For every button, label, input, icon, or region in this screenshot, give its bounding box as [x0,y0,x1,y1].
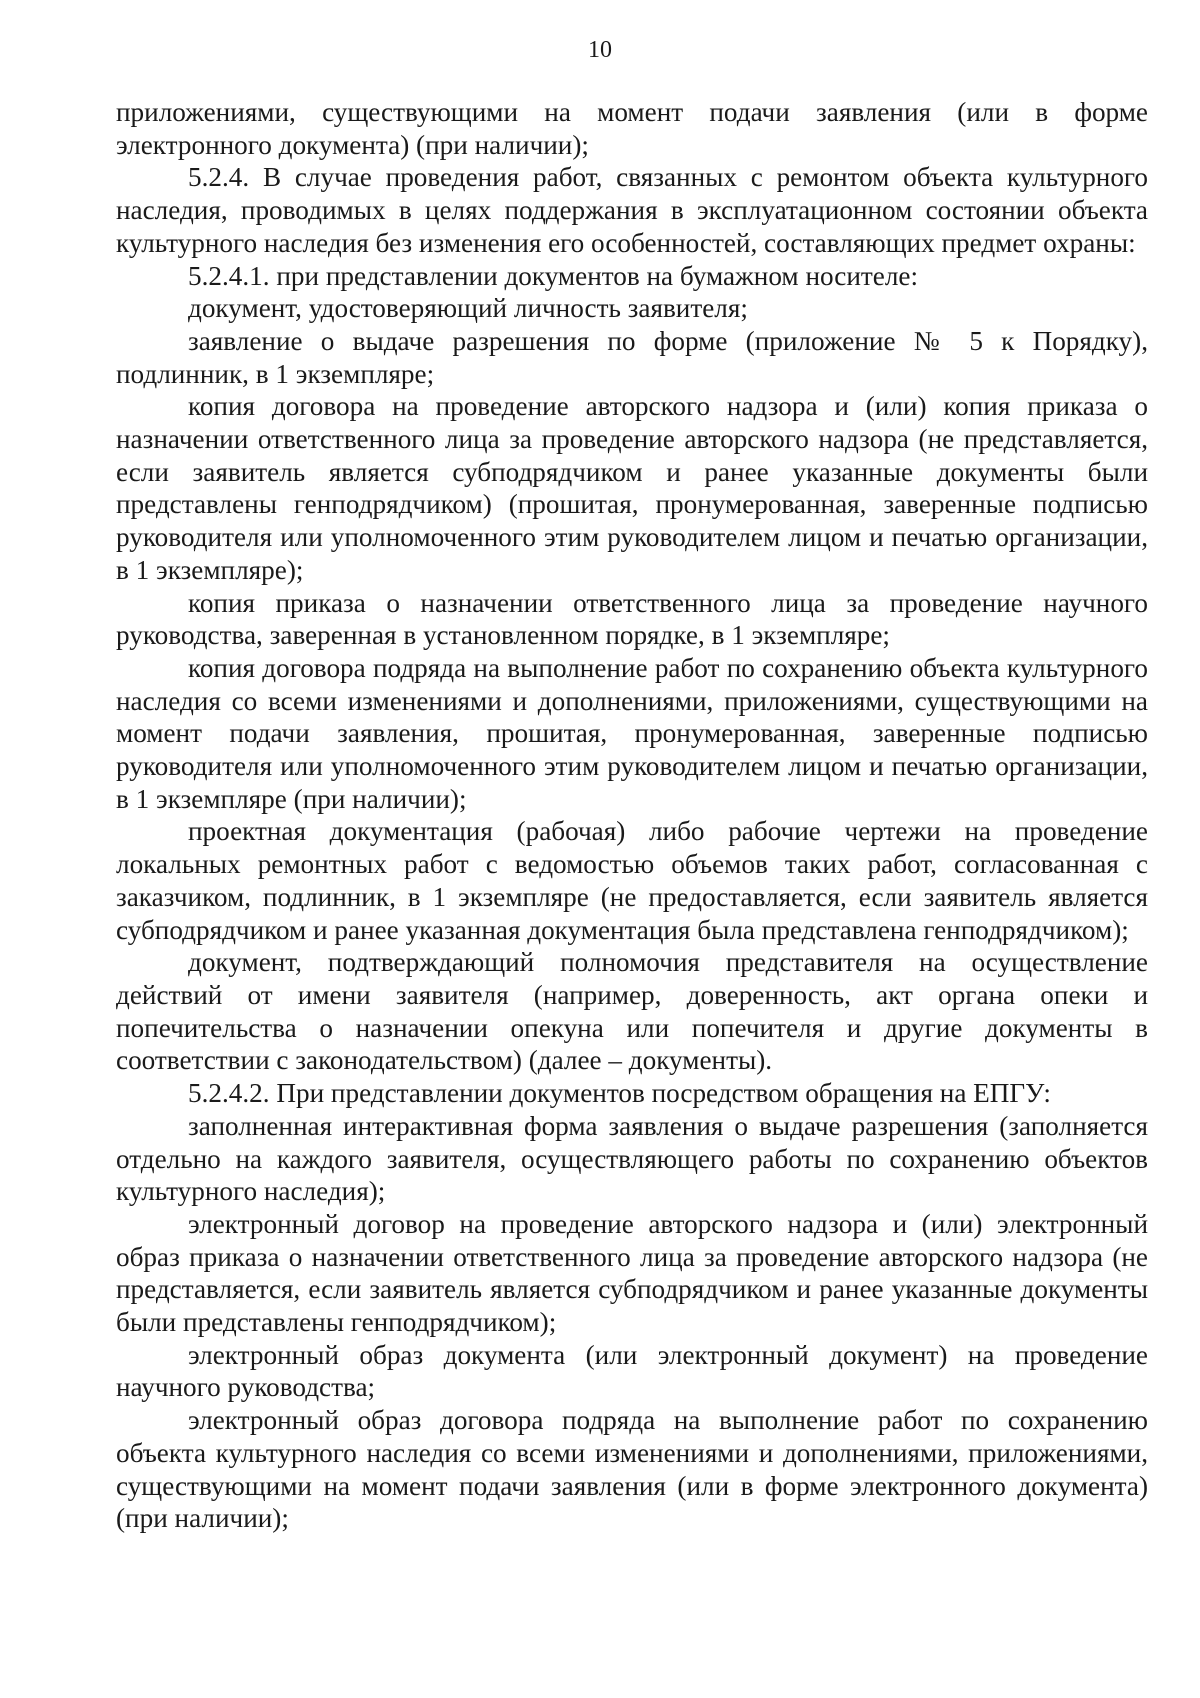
paragraph: электронный образ договора подряда на выполнение работ по сохранению объекта культурного наследия со всеми изменениями и дополнениями, приложениями, существующими на момент подачи заявления (или в форме электронного документа) (при наличии); [116,1405,1148,1534]
paragraph: копия договора на проведение авторского надзора и (или) копия приказа о назначении ответственного лица за проведение авторского надзора (не представляется, если заявитель является субподрядчиком и ранее указанные документы были представлены генподрядчиком) (прошитая, пронумерованная, заверенные подписью руководителя или уполномоченного этим руководителем лицом и печатью организации, в 1 экземпляре); [116,391,1148,585]
paragraph: 5.2.4.1. при представлении документов на бумажном носителе: [188,260,919,291]
paragraph: заполненная интерактивная форма заявления о выдаче разрешения (заполняется отдельно на каждого заявителя, осуществляющего работы по сохранению объектов культурного наследия); [116,1110,1148,1207]
paragraph: копия договора подряда на выполнение работ по сохранению объекта культурного наследия со всеми изменениями и дополнениями, приложениями, существующими на момент подачи заявления, прошитая, пронумерованная, заверенные подписью руководителя или уполномоченного этим руководителем лицом и печатью организации, в 1 экземпляре (при наличии); [116,652,1148,814]
page-number: 10 [588,37,612,63]
paragraph: 5.2.4.2. При представлении документов посредством обращения на ЕПГУ: [188,1078,1051,1109]
paragraph: проектная документация (рабочая) либо рабочие чертежи на проведение локальных ремонтных работ с ведомостью объемов таких работ, согласованная с заказчиком, подлинник, в 1 экземпляре (не предоставляется, если заявитель является субподрядчиком и ранее указанная документация была представлена генподрядчиком); [116,816,1148,945]
paragraph: копия приказа о назначении ответственного лица за проведение научного руководства, заверенная в установленном порядке, в 1 экземпляре; [116,587,1148,651]
paragraph: документ, подтверждающий полномочия представителя на осуществление действий от имени заявителя (например, доверенность, акт органа опеки и попечительства о назначении опекуна или попечителя и другие документы в соответствии с законодательством) (далее – документы). [116,947,1148,1076]
paragraph: заявление о выдаче разрешения по форме (приложение № 5 к Порядку), подлинник, в 1 экземпляре; [116,325,1148,389]
paragraph: электронный договор на проведение авторского надзора и (или) электронный образ приказа о назначении ответственного лица за проведение авторского надзора (не представляется, если заявитель является субподрядчиком и ранее указанные документы были представлены генподрядчиком); [116,1208,1148,1338]
paragraph: приложениями, существующими на момент подачи заявления (или в форме электронного документа) (при наличии); [116,97,1148,160]
paragraph: документ, удостоверяющий личность заявителя; [188,293,748,324]
paragraph: электронный образ документа (или электронный документ) на проведение научного руководства; [116,1339,1148,1403]
document-body [116,96,1148,1535]
paragraph: 5.2.4. В случае проведения работ, связанных с ремонтом объекта культурного наследия, проводимых в целях поддержания в эксплуатационном состоянии объекта культурного наследия без изменения его особенностей, составляющих предмет охраны: [116,162,1148,258]
